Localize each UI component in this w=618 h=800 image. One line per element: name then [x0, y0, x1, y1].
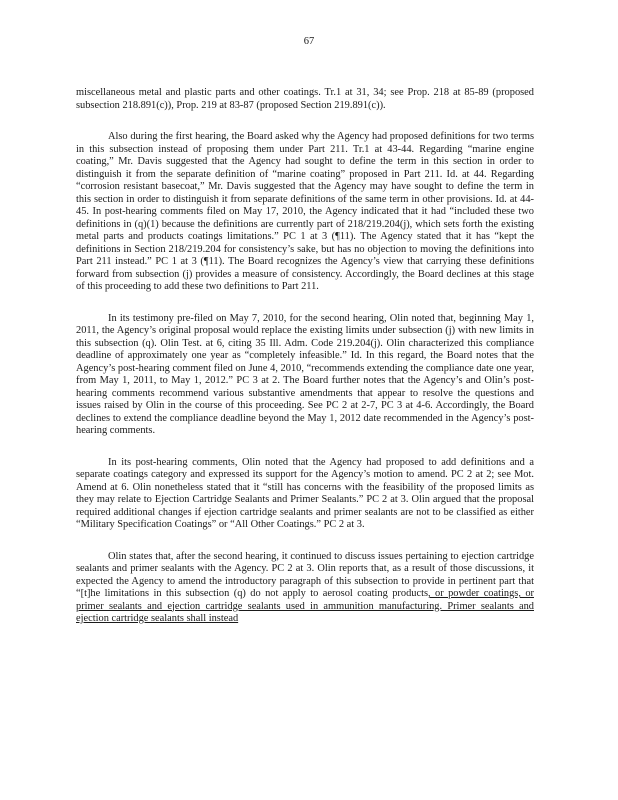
paragraph-olin-discussions — [76, 551, 534, 626]
page-number: 67 — [303, 36, 315, 47]
paragraph-text: Olin states that, after the second hearing, it continued to discuss issues pertaining to ejection cartridge sealants and primer sealants with the Agency. PC 2 at 3. Olin reports that, as a result of those discussions, it expected the Agency to amend the introductory paragraph of this subsection to provide in pertinent part that “[t]he limitations in this subsection (q) do not apply to aerosol coating products — [76, 550, 534, 599]
paragraph-continuation: miscellaneous metal and plastic parts and other coatings. Tr.1 at 31, 34; see Prop. 218 at 85-89 (proposed subsection 218.891(c)), Prop. 219 at 83-87 (proposed Section 219.891(c)). — [76, 87, 534, 111]
paragraph-definitions: Also during the first hearing, the Board asked why the Agency had proposed definitions for two terms in this subsection instead of proposing them under Part 211. Tr.1 at 43-44. Regarding “marine engine coating,” Mr. Davis suggested that the Agency had sought to define the term in this section in order to distinguish it from the separate definition of “marine coating” proposed in Part 211. Id. at 44. Regarding “corrosion resistant basecoat,” Mr. Davis suggested that the Agency may have sought to define the term in this section in order to distinguish it from separate definitions of the same term in other provisions. Id. at 44-45. In post-hearing comments filed on May 17, 2010, the Agency indicated that it had “included these two definitions in (q)(1) because the definitions are currently part of 218/219.204(j), which sets forth the existing metal parts and products coatings limitations.” PC 1 at 3 (¶11). The Agency stated that it has “kept the definitions in Section 218/219.204 for consistency’s sake, but has no objection to moving the definitions into Part 211 instead.” PC 1 at 3 (¶11). The Board recognizes the Agency’s view that carrying these definitions forward from subsection (j) provides a measure of consistency. Accordingly, the Board declines at this stage of this proceeding to add these two definitions to Part 211. — [76, 131, 534, 292]
document-body — [76, 87, 534, 645]
underlined-amendment-text: , or powder coatings, or primer sealants and ejection cartridge sealants used in ammunition manufacturing. Primer sealants and ejection cartridge sealants shall instead — [76, 588, 534, 624]
paragraph-olin-testimony: In its testimony pre-filed on May 7, 2010, for the second hearing, Olin noted that, beginning May 1, 2011, the Agency’s original proposal would replace the existing limits under subsection (j) with new limits in this subsection (q). Olin Test. at 6, citing 35 Ill. Adm. Code 219.204(j). Olin characterized this compliance deadline of approximately one year as “completely infeasible.” Id. In this regard, the Board notes that the Agency’s post-hearing comment filed on June 4, 2010, “recommends extending the compliance date one year, from May 1, 2011, to May 1, 2012.” PC 3 at 2. The Board further notes that the Agency’s and Olin’s post-hearing comments recommend various substantive amendments that appear to resolve the questions and issues raised by Olin in the course of this proceeding. See PC 2 at 2-7, PC 3 at 4-6. Accordingly, the Board declines to extend the compliance deadline beyond the May 1, 2012 date recommended in the Agency’s post-hearing comments. — [76, 312, 534, 436]
paragraph-olin-comments: In its post-hearing comments, Olin noted that the Agency had proposed to add definitions and a separate coatings category and expressed its support for the Agency’s motion to amend. PC 2 at 2; see Mot. Amend at 6. Olin nonetheless stated that it “still has concerns with the feasibility of the proposed limits as they may relate to Ejection Cartridge Sealants and Primer Sealants.” PC 2 at 3. Olin argued that the proposal required additional changes if ejection cartridge sealants and primer sealants are not to be classified as either “Military Specification Coatings” or “All Other Coatings.” PC 2 at 3. — [76, 456, 534, 530]
